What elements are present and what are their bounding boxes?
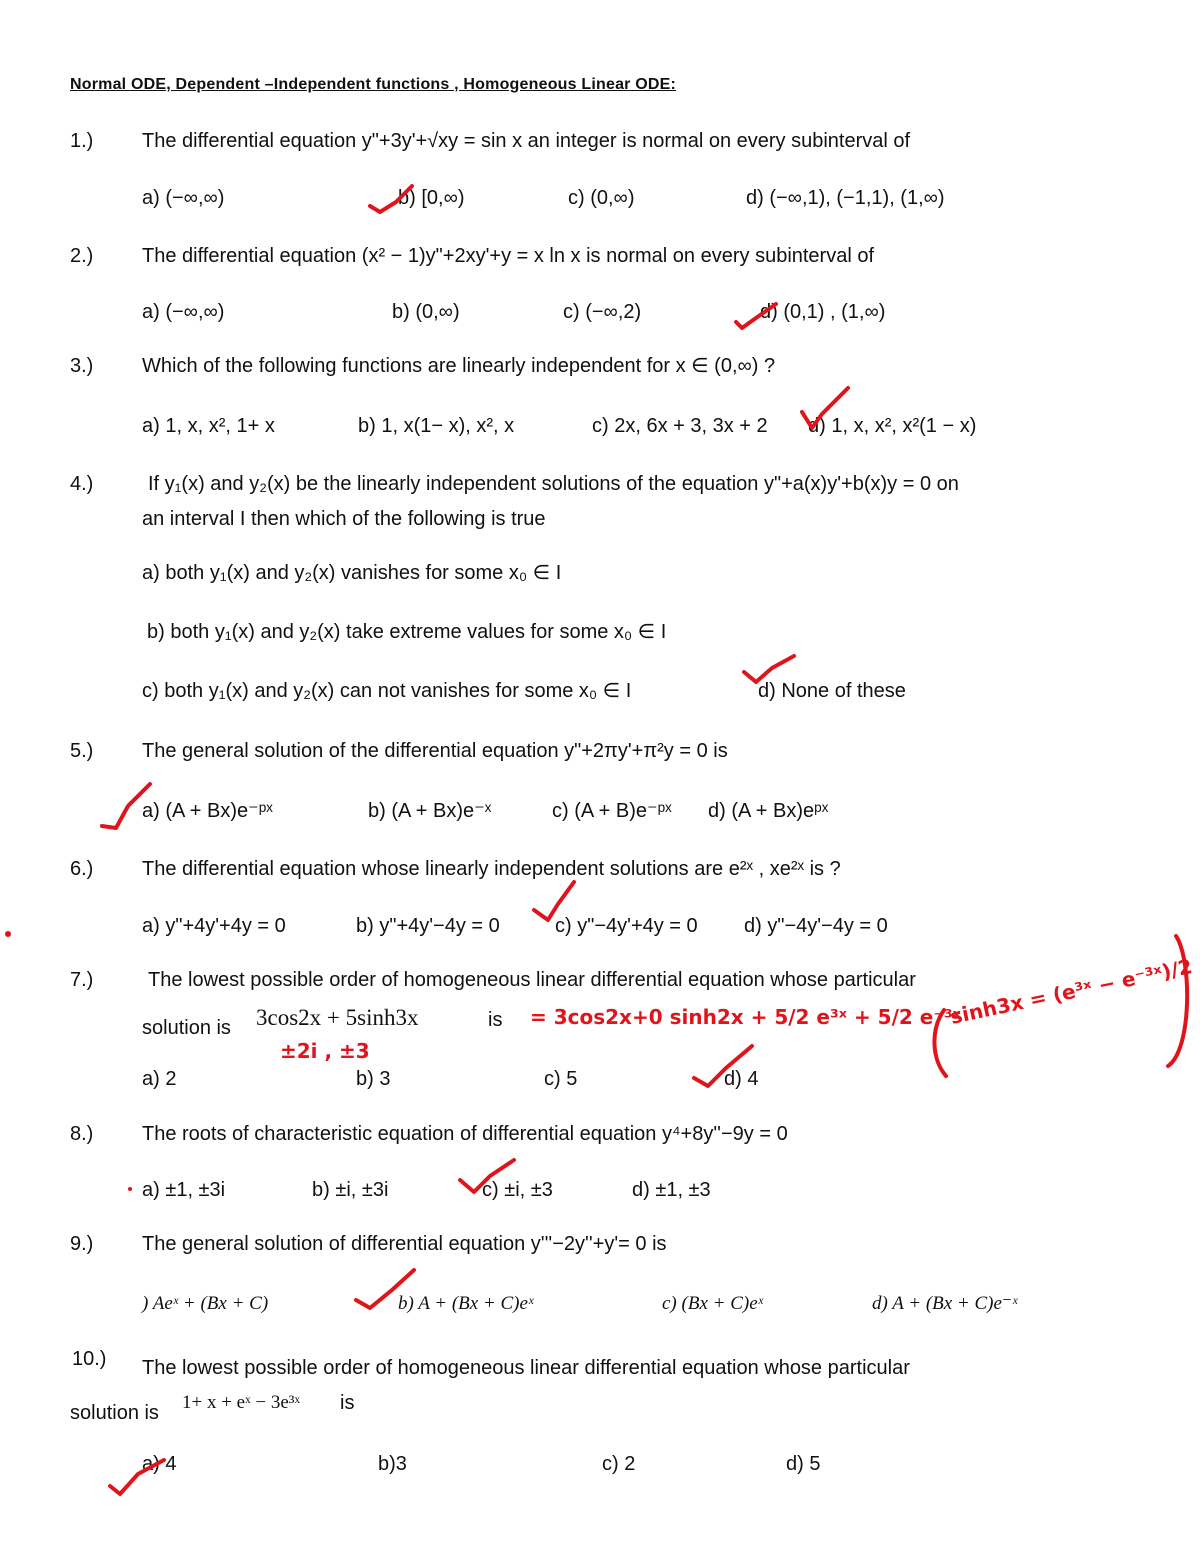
question-3-stem: Which of the following functions are linearly independent for x ∈ (0,∞) ?	[142, 355, 776, 377]
q3-option-b: b) 1, x(1− x), x², x	[358, 415, 515, 437]
q5-option-a: a) (A + Bx)e⁻ᵖˣ	[142, 800, 273, 822]
q8-option-d: d) ±1, ±3	[632, 1179, 711, 1201]
q1-option-b: b) [0,∞)	[398, 187, 465, 209]
q3-option-d: d) 1, x, x², x²(1 − x)	[808, 415, 977, 437]
q7-expansion-note: = 3cos2x+0 sinh2x + 5/2 e³ˣ + 5/2 e⁻³ˣ	[530, 1005, 961, 1029]
q4-check-mark	[744, 656, 794, 682]
question-6-stem: The differential equation whose linearly independent solutions are e²ˣ , xe²ˣ is ?	[142, 858, 841, 880]
q2-option-c: c) (−∞,2)	[563, 301, 642, 323]
q4-option-b: b) both y₁(x) and y₂(x) take extreme values for some x₀ ∈ I	[147, 621, 667, 643]
q8-option-c: c) ±i, ±3	[482, 1179, 553, 1201]
q10-option-b: b)3	[378, 1453, 407, 1475]
question-9-number: 9.)	[70, 1233, 94, 1255]
q7-sinh-note: sinh3x = (e³ˣ − e⁻³ˣ)/2	[948, 954, 1195, 1029]
q5-option-b: b) (A + Bx)e⁻ˣ	[368, 800, 492, 822]
q6-option-b: b) y"+4y'−4y = 0	[356, 915, 500, 937]
question-2-stem: The differential equation (x² − 1)y"+2xy'+y = x ln x is normal on every subinterval of	[142, 245, 875, 267]
q2-option-b: b) (0,∞)	[392, 301, 460, 323]
q2-option-d: d) (0,1) , (1,∞)	[760, 301, 886, 323]
question-10-stem: The lowest possible order of homogeneous linear differential equation whose particular	[142, 1357, 910, 1379]
q3-option-c: c) 2x, 6x + 3, 3x + 2	[592, 415, 768, 437]
q6-option-c: c) y"−4y'+4y = 0	[555, 915, 698, 937]
q4-option-d: d) None of these	[758, 680, 906, 702]
q7-option-c: c) 5	[544, 1068, 578, 1090]
q3-option-a: a) 1, x, x², 1+ x	[142, 415, 275, 437]
question-10-stem-is: is	[340, 1392, 355, 1414]
question-7-stem-line2: solution is	[142, 1017, 231, 1039]
question-8-number: 8.)	[70, 1123, 94, 1145]
question-7-stem-is: is	[488, 1009, 503, 1031]
q1-option-c: c) (0,∞)	[568, 187, 635, 209]
question-7-expression: 3cos2x + 5sinh3x	[256, 1005, 419, 1030]
question-3-number: 3.)	[70, 355, 94, 377]
q2-option-a: a) (−∞,∞)	[142, 301, 225, 323]
question-1-stem: The differential equation y"+3y'+√xy = sin x an integer is normal on every subinterval of	[142, 130, 911, 152]
page-heading: Normal ODE, Dependent –Independent functions , Homogeneous Linear ODE:	[70, 76, 677, 93]
q9-option-c: c) (Bx + C)eˣ	[662, 1293, 763, 1314]
q5-option-d: d) (A + Bx)eᵖˣ	[708, 800, 829, 822]
q4-option-c: c) both y₁(x) and y₂(x) can not vanishes for some x₀ ∈ I	[142, 680, 632, 702]
q10-option-c: c) 2	[602, 1453, 636, 1475]
question-1-number: 1.)	[70, 130, 94, 152]
q4-option-a: a) both y₁(x) and y₂(x) vanishes for some x₀ ∈ I	[142, 562, 562, 584]
q10-option-a: a) 4	[142, 1453, 177, 1475]
question-9-stem: The general solution of differential equation y'''−2y''+y'= 0 is	[142, 1233, 667, 1255]
q7-option-a: a) 2	[142, 1068, 177, 1090]
q8-option-b: b) ±i, ±3i	[312, 1179, 389, 1201]
stray-ink-dot	[5, 931, 11, 937]
question-5-number: 5.)	[70, 740, 94, 762]
question-7-stem: The lowest possible order of homogeneous linear differential equation whose particular	[148, 969, 916, 991]
q9-option-d: d) A + (Bx + C)e⁻ˣ	[872, 1293, 1018, 1314]
question-10-stem-line2: solution is	[70, 1402, 159, 1424]
question-8-stem: The roots of characteristic equation of differential equation y⁴+8y''−9y = 0	[142, 1123, 788, 1145]
question-4-stem: If y₁(x) and y₂(x) be the linearly independent solutions of the equation y"+a(x)y'+b(x)y = 0 on	[148, 473, 959, 495]
q10-option-d: d) 5	[786, 1453, 821, 1475]
q9-option-a: ) Aeˣ + (Bx + C)	[142, 1293, 269, 1314]
q7-option-b: b) 3	[356, 1068, 391, 1090]
q7-option-d: d) 4	[724, 1068, 759, 1090]
q6-option-d: d) y"−4y'−4y = 0	[744, 915, 888, 937]
q5-option-c: c) (A + B)e⁻ᵖˣ	[552, 800, 672, 822]
question-4-stem-line2: an interval I then which of the following is true	[142, 508, 546, 530]
q6-option-a: a) y"+4y'+4y = 0	[142, 915, 286, 937]
q9-option-b: b) A + (Bx + C)eˣ	[398, 1293, 534, 1314]
q8-bullet-dot	[128, 1187, 132, 1191]
question-4-number: 4.)	[70, 473, 94, 495]
q8-option-a: a) ±1, ±3i	[142, 1179, 226, 1201]
question-7-number: 7.)	[70, 969, 94, 991]
question-10-number: 10.)	[72, 1348, 107, 1370]
q1-option-a: a) (−∞,∞)	[142, 187, 225, 209]
question-10-expression: 1+ x + eˣ − 3e³ˣ	[182, 1392, 300, 1413]
question-6-number: 6.)	[70, 858, 94, 880]
q7-bracket	[934, 936, 1187, 1076]
q1-option-d: d) (−∞,1), (−1,1), (1,∞)	[746, 187, 945, 209]
question-2-number: 2.)	[70, 245, 94, 267]
question-5-stem: The general solution of the differential equation y"+2πy'+π²y = 0 is	[142, 740, 728, 762]
q7-roots-note: ±2i , ±3	[280, 1039, 370, 1063]
